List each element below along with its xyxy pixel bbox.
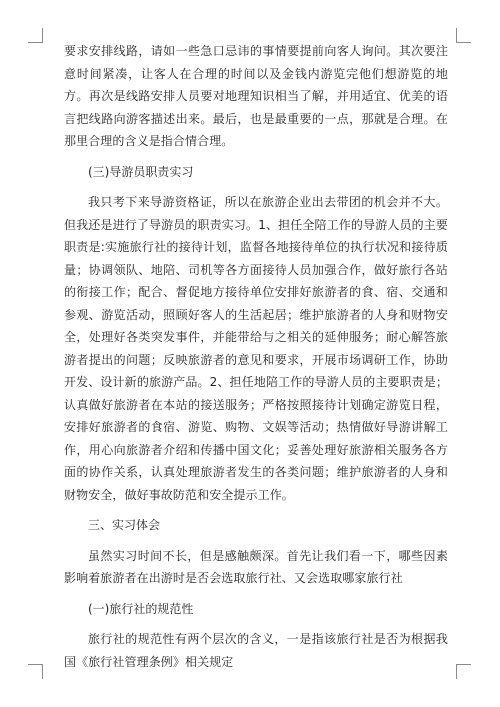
document-body	[64, 40, 448, 673]
paragraph-guide-duties: 我只考下来导游资格证，所以在旅游企业出去带团的机会并不大。但我还是进行了导游员的职责实习。1、担任全陪工作的导游人员的主要职责是:实施旅行社的接待计划，监督各地接待单位的执行状况和接待质量；协调领队、地陪、司机等各方面接待人员加强合作，做好旅行各站的衔接工作；配合、督促地方接待单位安排好旅游者的食、宿、交通和参观、游览活动，照顾好客人的生活起居；维护旅游者的人身和财物安全，处理好各类突发事件，并能带给与之相关的延伸服务；耐心解答旅游者提出的问题；反映旅游者的意见和要求，开展市场调研工作，协助开发、设计新的旅游产品。2、担任地陪工作的导游人员的主要职责是；认真做好旅游者在本站的接送服务；严格按照接待计划确定游览日程，安排好旅游者的食宿、游览、购物、文娱等活动；热情做好导游讲解工作，用心向旅游者介绍和传播中国文化；妥善处理好旅游相关服务各方面的协作关系，认真处理旅游者发生的各类问题；维护旅游者的人身和财物安全，做好事故防范和安全提示工作。	[64, 195, 448, 502]
paragraph-reflection-intro: 虽然实习时间不长，但是感触颇深。首先让我们看一下，哪些因素影响着旅游者在出游时是否会选取旅行社、又会选取哪家旅行社	[64, 548, 448, 585]
heading-agency-standards: (一)旅行社的规范性	[88, 601, 194, 616]
crop-mark-bottom-right	[456, 664, 471, 679]
crop-mark-top-right	[456, 28, 471, 43]
heading-internship-reflection: 三、实习体会	[88, 518, 161, 532]
paragraph-agency-standards: 旅行社的规范性有两个层次的含义，一是指该旅行社是否为根据我国《旅行社管理条例》相关规定	[64, 632, 448, 669]
crop-mark-bottom-left	[28, 664, 43, 679]
heading-guide-duties: (三)导游员职责实习	[88, 164, 194, 179]
crop-mark-top-left	[28, 28, 43, 43]
paragraph-route-planning: 要求安排线路，请如一些急口忌讳的事情要提前向客人询问。其次要注意时间紧凑，让客人在合理的时间以及金钱内游览完他们想游览的地方。再次是线路安排人员要对地理知识相当了解，并用适宜、优美的语言把线路向游客描述出来。最后，也是最重要的一点，那就是合理。在那里合理的含义是指合情合理。	[64, 44, 448, 148]
